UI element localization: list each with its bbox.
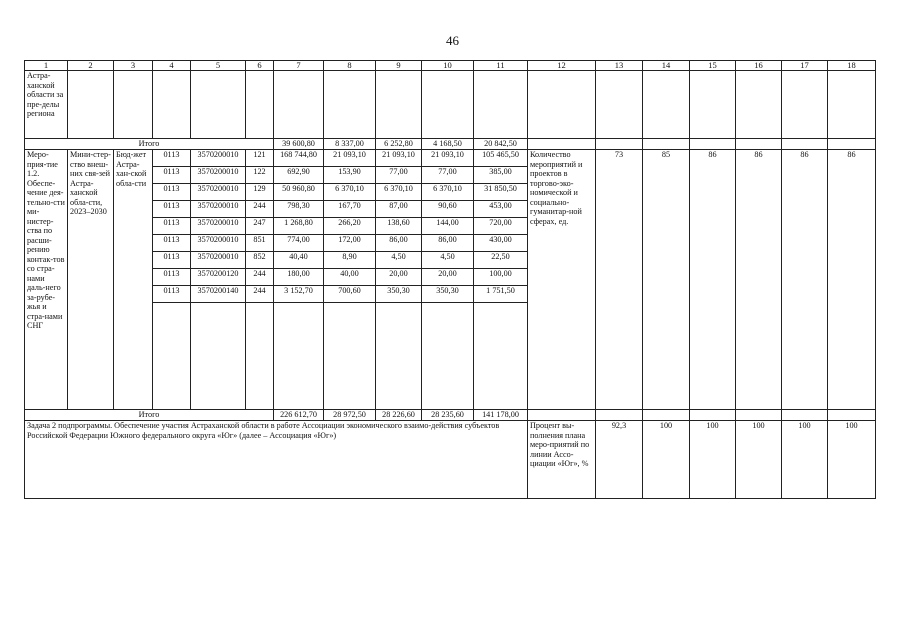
empty-cell [153, 71, 191, 139]
empty-cell [528, 139, 596, 150]
amount-cell: 77,00 [376, 167, 422, 184]
amount-cell: 1 268,80 [274, 218, 324, 235]
code-cell: 0113 [153, 286, 191, 303]
total-value: 6 252,80 [376, 139, 422, 150]
amount-cell: 350,30 [376, 286, 422, 303]
empty-cell [643, 71, 690, 139]
code-cell: 0113 [153, 235, 191, 252]
amount-cell: 6 370,10 [376, 184, 422, 201]
code-cell: 129 [246, 184, 274, 201]
amount-cell: 430,00 [474, 235, 528, 252]
header-cell: 18 [828, 61, 876, 71]
total-value: 20 842,50 [474, 139, 528, 150]
code-cell: 3570200010 [191, 184, 246, 201]
code-cell: 3570200010 [191, 167, 246, 184]
activity-cell: Астра-ханской области за пре-делы региона [25, 71, 68, 139]
code-cell: 3570200010 [191, 235, 246, 252]
empty-cell [782, 71, 828, 139]
amount-cell: 105 465,50 [474, 150, 528, 167]
amount-cell: 774,00 [274, 235, 324, 252]
amount-cell: 1 751,50 [474, 286, 528, 303]
amount-cell: 20,00 [376, 269, 422, 286]
code-cell: 0113 [153, 150, 191, 167]
amount-cell: 21 093,10 [376, 150, 422, 167]
header-cell: 3 [114, 61, 153, 71]
empty-cell [274, 303, 324, 410]
amount-cell: 86,00 [376, 235, 422, 252]
code-cell: 0113 [153, 252, 191, 269]
empty-cell [191, 303, 246, 410]
code-cell: 0113 [153, 201, 191, 218]
amount-cell: 266,20 [324, 218, 376, 235]
executor-cell: Мини-стер-ство внеш-них свя-зей Астра-ханской обла-сти, 2023–2030 [68, 150, 114, 410]
empty-cell [376, 303, 422, 410]
page-number: 46 [446, 33, 459, 48]
code-cell: 3570200120 [191, 269, 246, 286]
total-row [25, 410, 876, 421]
funding-source: Бюд-жет Астра-хан-ской обла-сти [114, 150, 153, 410]
amount-cell: 8,90 [324, 252, 376, 269]
code-cell: 0113 [153, 269, 191, 286]
amount-cell: 22,50 [474, 252, 528, 269]
amount-cell: 168 744,80 [274, 150, 324, 167]
total-value: 141 178,00 [474, 410, 528, 421]
amount-cell: 153,90 [324, 167, 376, 184]
indicator-value: 86 [828, 150, 876, 410]
indicator-value: 92,3 [596, 421, 643, 499]
header-cell: 6 [246, 61, 274, 71]
empty-cell [828, 71, 876, 139]
amount-cell: 692,90 [274, 167, 324, 184]
task-row [25, 421, 876, 499]
code-cell: 3570200010 [191, 201, 246, 218]
amount-cell: 700,60 [324, 286, 376, 303]
empty-cell [153, 303, 191, 410]
indicator-value: 73 [596, 150, 643, 410]
amount-cell: 4,50 [422, 252, 474, 269]
code-cell: 3570200140 [191, 286, 246, 303]
amount-cell: 138,60 [376, 218, 422, 235]
indicator-value: 86 [690, 150, 736, 410]
indicator-value: 86 [736, 150, 782, 410]
code-cell: 121 [246, 150, 274, 167]
empty-cell [690, 71, 736, 139]
amount-cell: 21 093,10 [324, 150, 376, 167]
empty-cell [782, 410, 828, 421]
empty-cell [422, 71, 474, 139]
amount-cell: 20,00 [422, 269, 474, 286]
code-cell: 122 [246, 167, 274, 184]
amount-cell: 798,30 [274, 201, 324, 218]
empty-cell [246, 71, 274, 139]
header-cell: 1 [25, 61, 68, 71]
empty-cell [596, 410, 643, 421]
amount-cell: 144,00 [422, 218, 474, 235]
amount-cell: 50 960,80 [274, 184, 324, 201]
amount-cell: 180,00 [274, 269, 324, 286]
total-value: 39 600,80 [274, 139, 324, 150]
code-cell: 851 [246, 235, 274, 252]
amount-cell: 100,00 [474, 269, 528, 286]
amount-cell: 3 152,70 [274, 286, 324, 303]
code-cell: 3570200010 [191, 218, 246, 235]
header-cell: 11 [474, 61, 528, 71]
indicator-value: 100 [690, 421, 736, 499]
code-cell: 3570200010 [191, 150, 246, 167]
total-value: 28 226,60 [376, 410, 422, 421]
amount-cell: 90,60 [422, 201, 474, 218]
indicator-value: 85 [643, 150, 690, 410]
header-cell: 17 [782, 61, 828, 71]
empty-cell [474, 71, 528, 139]
total-value: 226 612,70 [274, 410, 324, 421]
empty-cell [643, 410, 690, 421]
header-cell: 12 [528, 61, 596, 71]
amount-cell: 6 370,10 [422, 184, 474, 201]
indicator-value: 100 [736, 421, 782, 499]
empty-cell [324, 303, 376, 410]
total-value: 8 337,00 [324, 139, 376, 150]
empty-cell [690, 410, 736, 421]
empty-cell [596, 139, 643, 150]
header-cell: 10 [422, 61, 474, 71]
empty-cell [643, 139, 690, 150]
task-description: Задача 2 подпрограммы. Обеспечение участия Астраханской области в работе Ассоциации экономического взаимо-действия субъектов Российской Федерации Южного федерального округа «Юг» (далее – Ассоциация «Юг») [25, 421, 528, 499]
indicator-cell: Процент вы-полнения плана меро-приятий по линии Ассо-циации «Юг», % [528, 421, 596, 499]
total-row [25, 139, 876, 150]
amount-cell: 453,00 [474, 201, 528, 218]
empty-cell [422, 303, 474, 410]
code-cell: 3570200010 [191, 252, 246, 269]
amount-cell: 4,50 [376, 252, 422, 269]
total-label: Итого [25, 410, 274, 421]
header-cell: 13 [596, 61, 643, 71]
amount-cell: 720,00 [474, 218, 528, 235]
indicator-value: 100 [782, 421, 828, 499]
empty-cell [782, 139, 828, 150]
total-value: 4 168,50 [422, 139, 474, 150]
amount-cell: 350,30 [422, 286, 474, 303]
empty-cell [191, 71, 246, 139]
code-cell: 0113 [153, 218, 191, 235]
header-cell: 5 [191, 61, 246, 71]
empty-cell [474, 303, 528, 410]
code-cell: 244 [246, 201, 274, 218]
amount-cell: 172,00 [324, 235, 376, 252]
indicator-value: 86 [782, 150, 828, 410]
amount-cell: 21 093,10 [422, 150, 474, 167]
empty-cell [246, 303, 274, 410]
amount-cell: 77,00 [422, 167, 474, 184]
empty-cell [736, 139, 782, 150]
code-cell: 852 [246, 252, 274, 269]
total-value: 28 235,60 [422, 410, 474, 421]
indicator-cell: Количество мероприятий и проектов в торгово-эко-номической и социально-гуманитар-ной сферах, ед. [528, 150, 596, 410]
empty-cell [376, 71, 422, 139]
empty-cell [528, 410, 596, 421]
header-cell: 4 [153, 61, 191, 71]
empty-cell [736, 410, 782, 421]
total-label: Итого [25, 139, 274, 150]
empty-cell [828, 410, 876, 421]
budget-table [24, 60, 876, 499]
empty-cell [274, 71, 324, 139]
header-row [25, 61, 876, 71]
table-row [25, 71, 876, 139]
header-cell: 2 [68, 61, 114, 71]
header-cell: 14 [643, 61, 690, 71]
header-cell: 15 [690, 61, 736, 71]
amount-cell: 6 370,10 [324, 184, 376, 201]
amount-cell: 86,00 [422, 235, 474, 252]
code-cell: 0113 [153, 167, 191, 184]
empty-cell [324, 71, 376, 139]
empty-cell [528, 71, 596, 139]
amount-cell: 40,00 [324, 269, 376, 286]
amount-cell: 385,00 [474, 167, 528, 184]
amount-cell: 40,40 [274, 252, 324, 269]
empty-cell [68, 71, 114, 139]
amount-cell: 87,00 [376, 201, 422, 218]
code-cell: 247 [246, 218, 274, 235]
amount-cell: 167,70 [324, 201, 376, 218]
header-cell: 7 [274, 61, 324, 71]
empty-cell [736, 71, 782, 139]
table-row [25, 150, 876, 167]
empty-cell [690, 139, 736, 150]
header-cell: 16 [736, 61, 782, 71]
total-value: 28 972,50 [324, 410, 376, 421]
amount-cell: 31 850,50 [474, 184, 528, 201]
header-cell: 8 [324, 61, 376, 71]
code-cell: 244 [246, 286, 274, 303]
header-cell: 9 [376, 61, 422, 71]
code-cell: 0113 [153, 184, 191, 201]
measure-name: Меро-прия-тие 1.2. Обеспе-чение дея-тельно-сти ми-нистер-ства по расши-рению контак-тов со стра-нами даль-него за-рубе-жья и стра-нами СНГ [25, 150, 68, 410]
code-cell: 244 [246, 269, 274, 286]
empty-cell [596, 71, 643, 139]
indicator-value: 100 [643, 421, 690, 499]
indicator-value: 100 [828, 421, 876, 499]
empty-cell [828, 139, 876, 150]
empty-cell [114, 71, 153, 139]
